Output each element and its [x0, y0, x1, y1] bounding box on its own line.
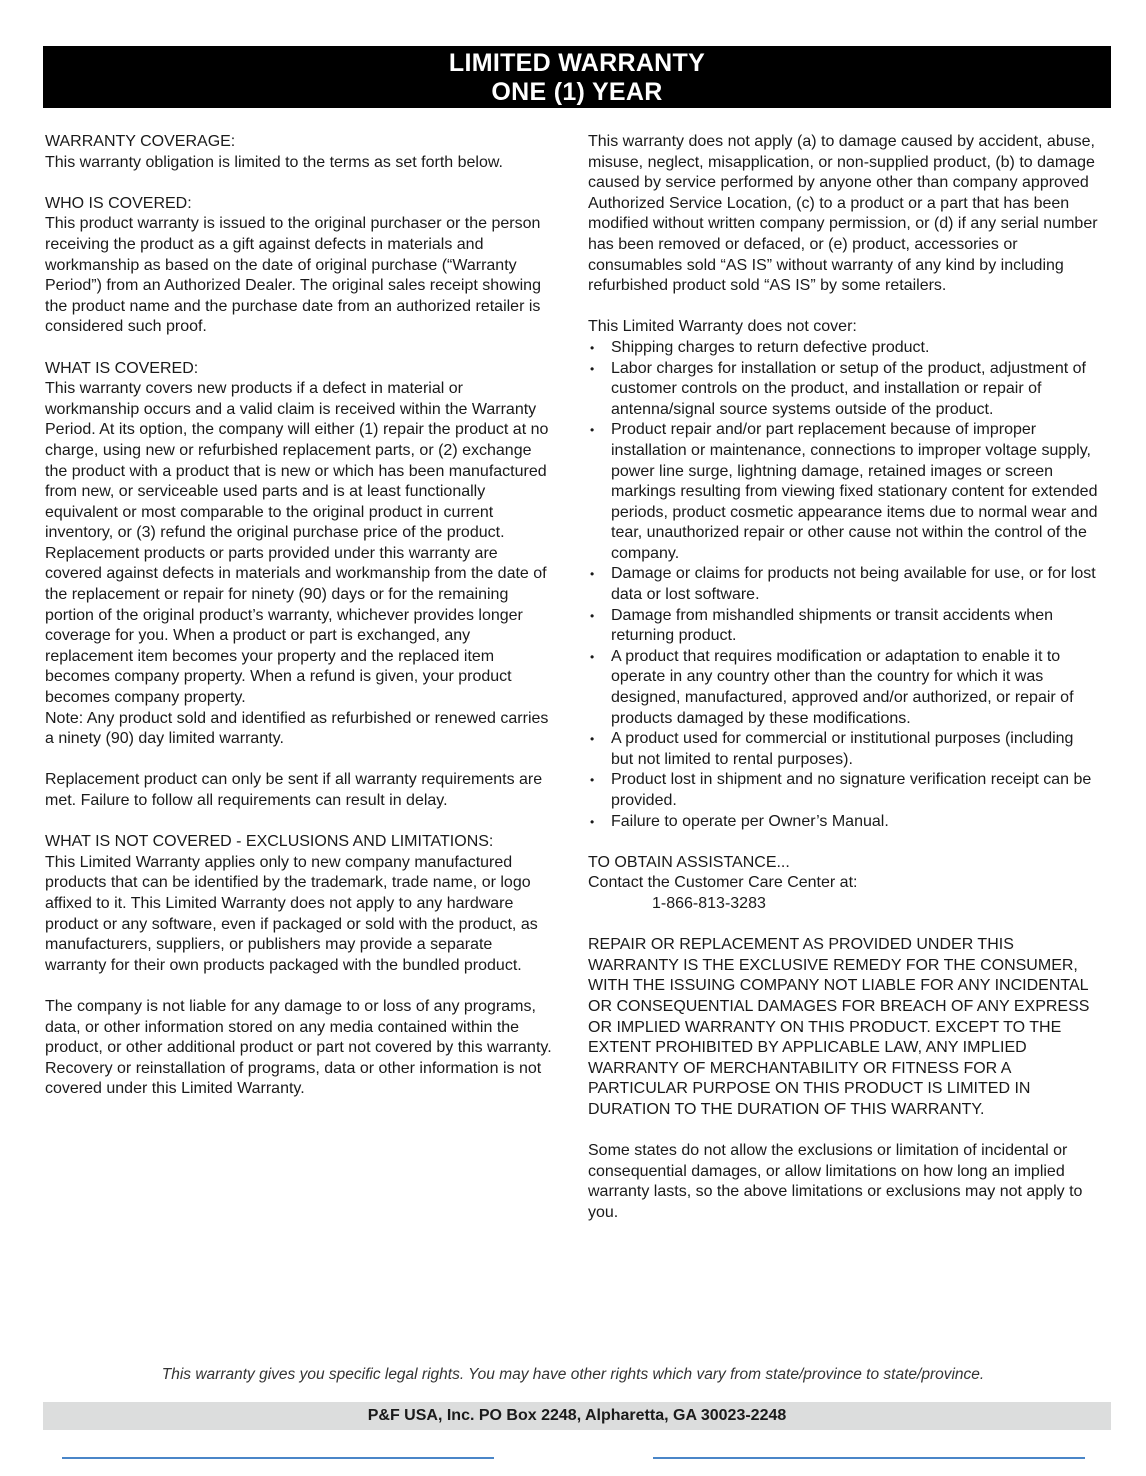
- list-item: • Product lost in shipment and no signature verification receipt can be provided.: [588, 770, 1100, 811]
- list-item: • Damage or claims for products not being available for use, or for lost data or lost software.: [588, 564, 1100, 605]
- list-item: • Shipping charges to return defective product.: [588, 338, 1100, 359]
- phone-number: 1-866-813-3283: [652, 894, 766, 912]
- not-covered-section: [45, 832, 553, 976]
- signature-line-right: [653, 1457, 1085, 1459]
- who-heading: WHO IS COVERED:: [45, 194, 192, 212]
- note-text: Note: Any product sold and identified as refurbished or renewed carries a ninety (90) day limited warranty.: [45, 709, 549, 748]
- legal-note: This warranty gives you specific legal rights. You may have other rights which vary from state/province to state/province.: [161, 1366, 985, 1383]
- remedy-text: REPAIR OR REPLACEMENT AS PROVIDED UNDER THIS WARRANTY IS THE EXCLUSIVE REMEDY FOR THE CONSUMER, WITH THE ISSUING COMPANY NOT LIABLE FOR ANY INCIDENTAL OR CONSEQUENTIAL DAMAGES FOR BREACH OF ANY EXPRESS OR IMPLIED WARRANTY ON THIS PRODUCT. EXCEPT TO THE EXTENT PROHIBITED BY APPLICABLE LAW, ANY IMPLIED WARRANTY OF MERCHANTABILITY OR FITNESS FOR A PARTICULAR PURPOSE ON THIS PRODUCT IS LIMITED IN DURATION TO THE DURATION OF THIS WARRANTY.: [588, 936, 1090, 1118]
- coverage-text: This warranty obligation is limited to the terms as set forth below.: [45, 153, 503, 171]
- coverage-section: [45, 132, 553, 173]
- not-covered-text: This Limited Warranty applies only to new company manufactured products that can be identified by the trademark, trade name, or logo affixed to it. This Limited Warranty does not apply to any hardware product or any software, even if packaged or sold with the product, as manufacturers, suppliers, or publishers may provide a separate warranty for their own products packaged with the bundled product.: [45, 853, 538, 974]
- assistance-heading: TO OBTAIN ASSISTANCE...: [588, 853, 790, 871]
- does-not-apply-text: This warranty does not apply (a) to damage caused by accident, abuse, misuse, neglect, misapplication, or non-supplied product, (b) to damage caused by service performed by anyone other than company approved Authorized Service Location, (c) to a product or a part that has been modified without written company permission, or (d) if any serial number has been removed or defaced, or (e) product, accessories or consumables sold “AS IS” without warranty of any kind by including refurbished product sold “AS IS” by some retailers.: [588, 133, 1098, 295]
- assistance-section: [588, 853, 1100, 915]
- not-covered-heading: WHAT IS NOT COVERED - EXCLUSIONS AND LIMITATIONS:: [45, 833, 494, 851]
- does-not-cover-heading: This Limited Warranty does not cover:: [588, 318, 857, 336]
- what-text: This warranty covers new products if a defect in material or workmanship occurs and a valid claim is received within the Warranty Period. At its option, the company will either (1) repair the product at no charge, using new or refurbished replacement parts, or (2) exchange the product with a product that is new or which has been manufactured from new, or serviceable used parts and is at least functionally equivalent or most comparable to the original product in current inventory, or (3) refund the original purchase price of the product.: [45, 380, 549, 542]
- assistance-text: Contact the Customer Care Center at:: [588, 874, 858, 892]
- company-address: P&F USA, Inc. PO Box 2248, Alpharetta, GA 30023-2248: [43, 1402, 1111, 1430]
- list-item: • Failure to operate per Owner’s Manual.: [588, 812, 1100, 833]
- right-column: [588, 132, 1100, 1244]
- what-heading: WHAT IS COVERED:: [45, 359, 199, 377]
- coverage-heading: WARRANTY COVERAGE:: [45, 133, 236, 150]
- warranty-term: ONE (1) YEAR: [491, 78, 663, 106]
- requirements-text: Replacement product can only be sent if all warranty requirements are met. Failure to follow all requirements can result in delay.: [45, 771, 543, 809]
- what-section: [45, 359, 553, 544]
- left-column: [45, 132, 553, 1121]
- list-item: • A product used for commercial or institutional purposes (including but not limited to rental purposes).: [588, 729, 1100, 770]
- who-section: [45, 194, 553, 338]
- states-text: Some states do not allow the exclusions or limitation of incidental or consequential damages, or allow limitations on how long an implied warranty lasts, so the above limitations or exclusions may not apply to you.: [588, 1142, 1083, 1221]
- who-text: This product warranty is issued to the original purchaser or the person receiving the product as a gift against defects in materials and workmanship as based on the date of original purchase (“Warranty Period”) from an Authorized Dealer. The original sales receipt showing the product name and the purchase date from an authorized retailer is considered such proof.: [45, 215, 541, 336]
- signature-line-left: [62, 1457, 494, 1459]
- liability-text: The company is not liable for any damage to or loss of any programs, data, or other information stored on any media contained within the product, or other additional product or part not covered by this warranty. Recovery or reinstallation of programs, data or other information is not covered under this Limited Warranty.: [45, 997, 552, 1098]
- warranty-title: LIMITED WARRANTY: [448, 49, 706, 77]
- list-item: • Product repair and/or part replacement because of improper installation or maintenance, connections to improper voltage supply, power line surge, lightning damage, retained images or screen markings resulting from viewing fixed stationary content for extended periods, product cosmetic appearance items due to normal wear and tear, unauthorized repair or other cause not within the control of the company.: [588, 420, 1100, 564]
- list-item: • Labor charges for installation or setup of the product, adjustment of customer controls on the product, and installation or repair of antenna/signal source systems outside of the product.: [588, 359, 1100, 421]
- exclusions-list: [588, 338, 1100, 832]
- list-item: • A product that requires modification or adaptation to enable it to operate in any country other than the country for which it was designed, manufactured, approved and/or authorized, or repair of products damaged by these modifications.: [588, 647, 1100, 729]
- replacement-text: Replacement products or parts provided under this warranty are covered against defects in materials and workmanship from the date of the replacement or repair for ninety (90) days or for the remaining portion of the original product’s warranty, whichever provides longer coverage for you. When a product or part is exchanged, any replacement item becomes your property and the replaced item becomes company property. When a refund is given, your product becomes company property.: [45, 544, 547, 707]
- list-item: • Damage from mishandled shipments or transit accidents when returning product.: [588, 606, 1100, 647]
- warranty-header: [43, 46, 1111, 108]
